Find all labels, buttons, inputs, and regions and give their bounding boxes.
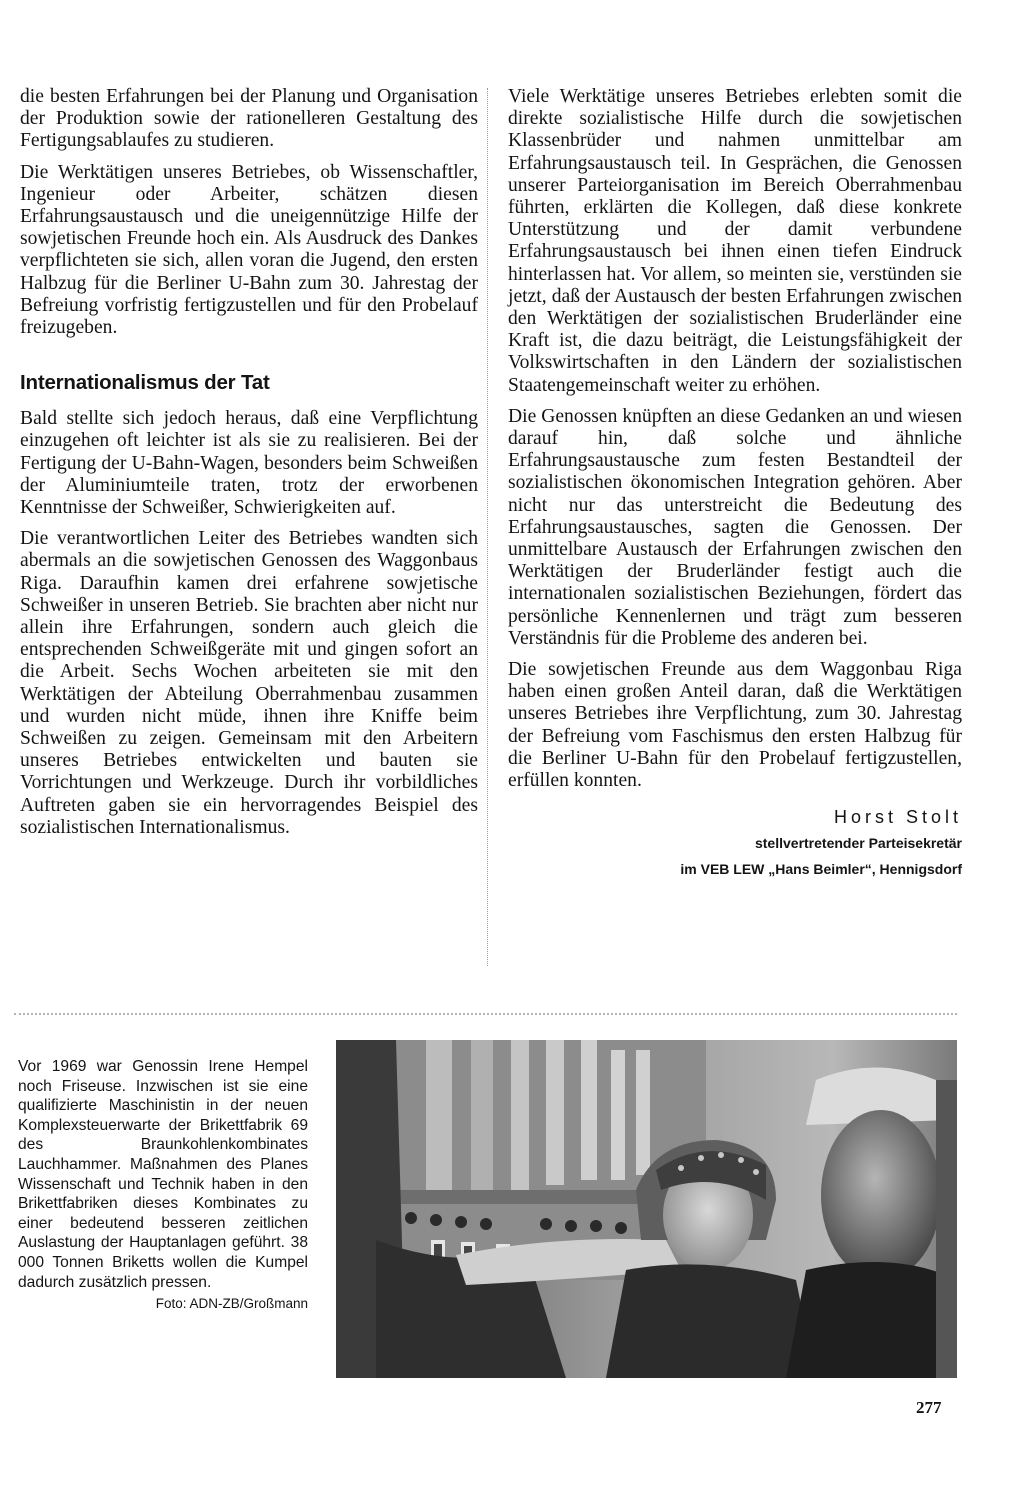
- caption-text: Vor 1969 war Genossin Irene Hempel noch Friseuse. Inzwischen ist sie eine qualifizierte Maschinistin in der neuen Komplexsteuerwarte der Brikettfabrik 69 des Braunkohlenkombinates Lauchhammer. Maßnahmen des Planes Wissenschaft und Technik haben in den Brikettfabriken dieses Kombinates zu einer bedeutend besseren zeitlichen Auslastung der Hauptanlagen geführt. 38 000 Tonnen Briketts wollen die Kumpel dadurch zusätzlich pressen.: [18, 1058, 308, 1291]
- photo-caption: [18, 1057, 308, 1314]
- left-paragraph-4: Die verantwortlichen Leiter des Betriebes wandten sich abermals an die sowjetischen Genossen des Waggonbaus Riga. Daraufhin kamen drei erfahrene sowjetische Schweißer in unseren Betrieb. Sie brachten aber nicht nur allein ihre Erfahrungen, sondern auch gleich die entsprechenden Schweißgeräte mit und gingen sofort an die Arbeit. Sechs Wochen arbeiteten sie mit den Werktätigen der Abteilung Oberrahmenbau zusammen und wurden nicht müde, ihnen ihre Kniffe beim Schweißen zu zeigen. Gemeinsam mit den Arbeitern unseres Betriebes entwickelten und bauten sie Vorrichtungen und Werkzeuge. Durch ihr vorbildliches Auftreten gaben sie ein hervorragendes Beispiel des sozialistischen Internationalismus.: [20, 528, 478, 838]
- left-paragraph-2: Die Werktätigen unseres Betriebes, ob Wissenschaftler, Ingenieur oder Arbeiter, schätzen diesen Erfahrungsaustausch und die uneigennützige Hilfe der sowjetischen Freunde hoch ein. Als Ausdruck des Dankes verpflichteten sie sich, allen voran die Jugend, den ersten Halbzug für die Berliner U-Bahn zum 30. Jahrestag der Befreiung vorfristig fertigzustellen und für den Probelauf freizugeben.: [20, 161, 478, 339]
- left-paragraph-3: Bald stellte sich jedoch heraus, daß eine Verpflichtung einzugehen oft leichter ist als sie zu realisieren. Bei der Fertigung der U-Bahn-Wagen, besonders beim Schweißen der Aluminiumteile traten, trotz der erworbenen Kenntnisse der Schweißer, Schwierigkeiten auf.: [20, 408, 478, 519]
- control-room-photo-illustration: [336, 1040, 957, 1378]
- author-organization: im VEB LEW „Hans Beimler“, Hennigsdorf: [680, 861, 962, 878]
- author-role: stellvertretender Parteisekretär: [754, 835, 962, 852]
- page-number: 277: [916, 1398, 942, 1417]
- photo: [336, 1040, 957, 1378]
- right-paragraph-1: Viele Werktätige unseres Betriebes erlebten somit die direkte sozialistische Hilfe durch die sowjetischen Klassenbrüder und nahmen unmittelbar am Erfahrungsaustausch teil. In Gesprächen, die Genossen unserer Parteiorganisation im Bereich Oberrahmenbau führten, erklärten die Kollegen, daß diese konkrete Unterstützung und der damit verbundene Erfahrungsaustausch bei ihnen einen tiefen Eindruck hinterlassen hat. Vor allem, so meinten sie, verstünden sie jetzt, daß der Austausch der besten Erfahrungen zwischen den Werktätigen der sozialistischen Bruderländer eine Kraft ist, die dazu beiträgt, die Leistungsfähigkeit der Volkswirtschaften in den Ländern der sozialistischen Staatengemeinschaft weiter zu erhöhen.: [508, 86, 962, 396]
- photo-credit: Foto: ADN-ZB/Großmann: [155, 1296, 308, 1312]
- section-separator: [14, 1013, 957, 1015]
- author-name: Horst Stolt: [833, 807, 962, 828]
- section-heading: Internationalismus der Tat: [20, 371, 270, 395]
- left-paragraph-1: die besten Erfahrungen bei der Planung und Organisation der Produktion sowie der rationelleren Gestaltung des Fertigungsablaufes zu studieren.: [20, 86, 478, 152]
- column-divider: [487, 88, 488, 966]
- signature-block: [508, 804, 962, 882]
- left-column: [20, 86, 478, 848]
- right-paragraph-2: Die Genossen knüpften an diese Gedanken an und wiesen darauf hin, daß solche und ähnliche Erfahrungsaustausche zum festen Bestandteil der sozialistischen ökonomischen Integration gehören. Aber nicht nur das unterstreicht die Bedeutung des Erfahrungsaustausches, sagten die Genossen. Der unmittelbare Austausch der Erfahrungen zwischen den Werktätigen der Bruderländer festigt auch die internationalen sozialistischen Beziehungen, fördert das persönliche Kennenlernen und trägt zum besseren Verständnis für die Probleme des anderen bei.: [508, 405, 962, 649]
- right-column: [508, 86, 962, 882]
- right-paragraph-3: Die sowjetischen Freunde aus dem Waggonbau Riga haben einen großen Anteil daran, daß die Werktätigen unseres Betriebes ihre Verpflichtung, zum 30. Jahrestag der Befreiung vom Faschismus den ersten Halbzug für die Berliner U-Bahn für den Probelauf fertigzustellen, erfüllen konnten.: [508, 659, 962, 792]
